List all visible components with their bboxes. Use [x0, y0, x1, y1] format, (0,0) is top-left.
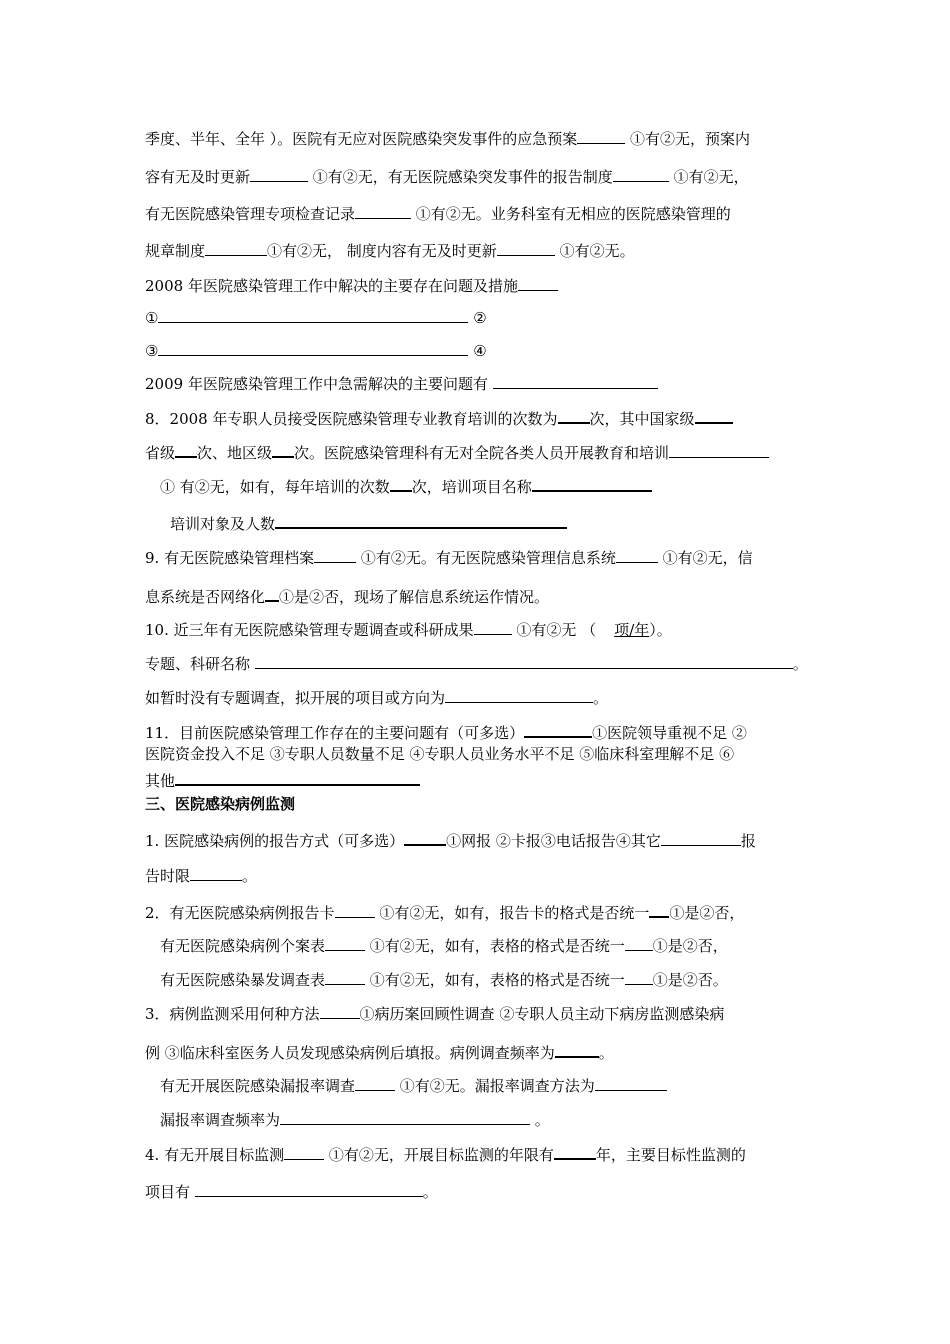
blank-field[interactable] — [390, 474, 412, 492]
text-line: 8．2008 年专职人员接受医院感染管理专业教育培训的次数为 次，其中国家级 — [145, 406, 815, 429]
text-line: 规章制度 ①有②无， 制度内容有无及时更新 ①有②无。 — [145, 239, 815, 261]
text-line: 告时限 。 — [145, 864, 815, 886]
blank-field[interactable] — [518, 274, 558, 291]
blank-field[interactable] — [355, 202, 411, 219]
text-line: ① ② — [145, 306, 815, 328]
text-line: 2008 年医院感染管理工作中解决的主要存在问题及措施 — [145, 274, 815, 296]
text-line: 医院资金投入不足 ③专职人员数量不足 ④专职人员业务水平不足 ⑤临床科室理解不足 ⑥ — [145, 745, 735, 763]
text-line: 有无医院感染管理专项检查记录 ①有②无。业务科室有无相应的医院感染管理的 — [145, 202, 815, 224]
blank-field[interactable] — [625, 934, 653, 951]
blank-field[interactable] — [314, 546, 356, 563]
blank-field[interactable] — [404, 828, 446, 846]
blank-field[interactable] — [190, 864, 242, 881]
blank-field[interactable] — [175, 768, 420, 786]
text-line: 季度、半年、全年 ）。医院有无应对医院感染突发事件的应急预案 ①有②无，预案内 — [145, 127, 815, 149]
blank-field[interactable] — [649, 900, 669, 918]
text-line: ① 有②无，如有，每年培训的次数 次，培训项目名称 — [160, 474, 830, 497]
blank-field[interactable] — [616, 546, 658, 563]
blank-field[interactable] — [595, 1074, 667, 1091]
blank-field[interactable] — [445, 686, 593, 703]
blank-field[interactable] — [158, 339, 468, 356]
blank-field[interactable] — [255, 652, 793, 669]
text-line: 10. 近三年有无医院感染管理专题调查或科研成果 ①有②无 （ 项/年）。 — [145, 618, 815, 640]
blank-field[interactable] — [265, 584, 279, 602]
blank-field[interactable] — [325, 934, 365, 951]
text-line: 如暂时没有专题调查，拟开展的项目或方向为 。 — [145, 686, 815, 708]
blank-field[interactable] — [625, 968, 653, 985]
text-line: 有无医院感染病例个案表 ①有②无，如有，表格的格式是否统一 ①是②否， — [160, 934, 830, 956]
blank-field[interactable] — [577, 127, 625, 144]
text-line: 2．有无医院感染病例报告卡 ①有②无，如有，报告卡的格式是否统一 ①是②否， — [145, 900, 815, 923]
blank-field[interactable] — [205, 239, 267, 256]
text-line: 有无开展医院感染漏报率调查 ①有②无。漏报率调查方法为 — [160, 1074, 830, 1096]
blank-field[interactable] — [558, 406, 590, 424]
blank-field[interactable] — [284, 1143, 324, 1160]
text-line: 2009 年医院感染管理工作中急需解决的主要问题有 — [145, 372, 815, 394]
text-line: 有无医院感染暴发调查表 ①有②无，如有，表格的格式是否统一 ①是②否。 — [160, 968, 830, 990]
blank-field[interactable] — [474, 618, 512, 635]
text-line: 1. 医院感染病例的报告方式（可多选） ①网报 ②卡报③电话报告④其它 报 — [145, 828, 815, 851]
blank-field[interactable] — [158, 306, 468, 323]
blank-field[interactable] — [195, 1180, 423, 1197]
text-line: 漏报率调查频率为 。 — [160, 1108, 830, 1130]
text-line: 例 ③临床科室医务人员发现感染病例后填报。病例调查频率为 。 — [145, 1040, 815, 1063]
blank-field[interactable] — [661, 829, 741, 846]
text-line: 其他 — [145, 768, 815, 791]
blank-field[interactable] — [695, 406, 733, 424]
blank-field[interactable] — [325, 968, 365, 985]
text-line: 11．目前医院感染管理工作存在的主要问题有（可多选） ①医院领导重视不足 ② — [145, 720, 815, 743]
blank-field[interactable] — [355, 1074, 395, 1091]
blank-field[interactable] — [524, 720, 592, 738]
blank-field[interactable] — [613, 165, 669, 182]
blank-field[interactable] — [555, 1040, 599, 1058]
blank-field[interactable] — [280, 1108, 530, 1125]
blank-field[interactable] — [532, 474, 652, 492]
section-heading: 三、医院感染病例监测 — [145, 795, 296, 813]
blank-field[interactable] — [250, 165, 308, 182]
text-line: 项目有 。 — [145, 1180, 815, 1202]
blank-field[interactable] — [275, 511, 567, 529]
blank-field[interactable] — [335, 901, 375, 918]
text-line: 9. 有无医院感染管理档案 ①有②无。有无医院感染管理信息系统 ①有②无，信 — [145, 546, 815, 568]
text-line: 3．病例监测采用何种方法 ①病历案回顾性调查 ②专职人员主动下病房监测感染病 — [145, 1002, 815, 1024]
text-line: 息系统是否网络化 ①是②否，现场了解信息系统运作情况。 — [145, 584, 815, 607]
text-line: 容有无及时更新 ①有②无，有无医院感染突发事件的报告制度 ①有②无， — [145, 165, 815, 187]
blank-field[interactable] — [669, 441, 769, 458]
text-line: ③ ④ — [145, 339, 815, 361]
blank-field[interactable] — [554, 1142, 596, 1160]
blank-field[interactable] — [272, 440, 294, 458]
text-line: 专题、科研名称 。 — [145, 652, 815, 674]
blank-field[interactable] — [493, 372, 658, 389]
blank-field[interactable] — [320, 1002, 360, 1019]
blank-field[interactable] — [175, 440, 197, 458]
text-line: 4. 有无开展目标监测 ①有②无，开展目标监测的年限有 年，主要目标性监测的 — [145, 1142, 815, 1165]
text-line: 省级 次、地区级 次。医院感染管理科有无对全院各类人员开展教育和培训 — [145, 440, 815, 463]
text-line: 培训对象及人数 — [170, 511, 840, 534]
blank-field[interactable] — [497, 239, 555, 256]
